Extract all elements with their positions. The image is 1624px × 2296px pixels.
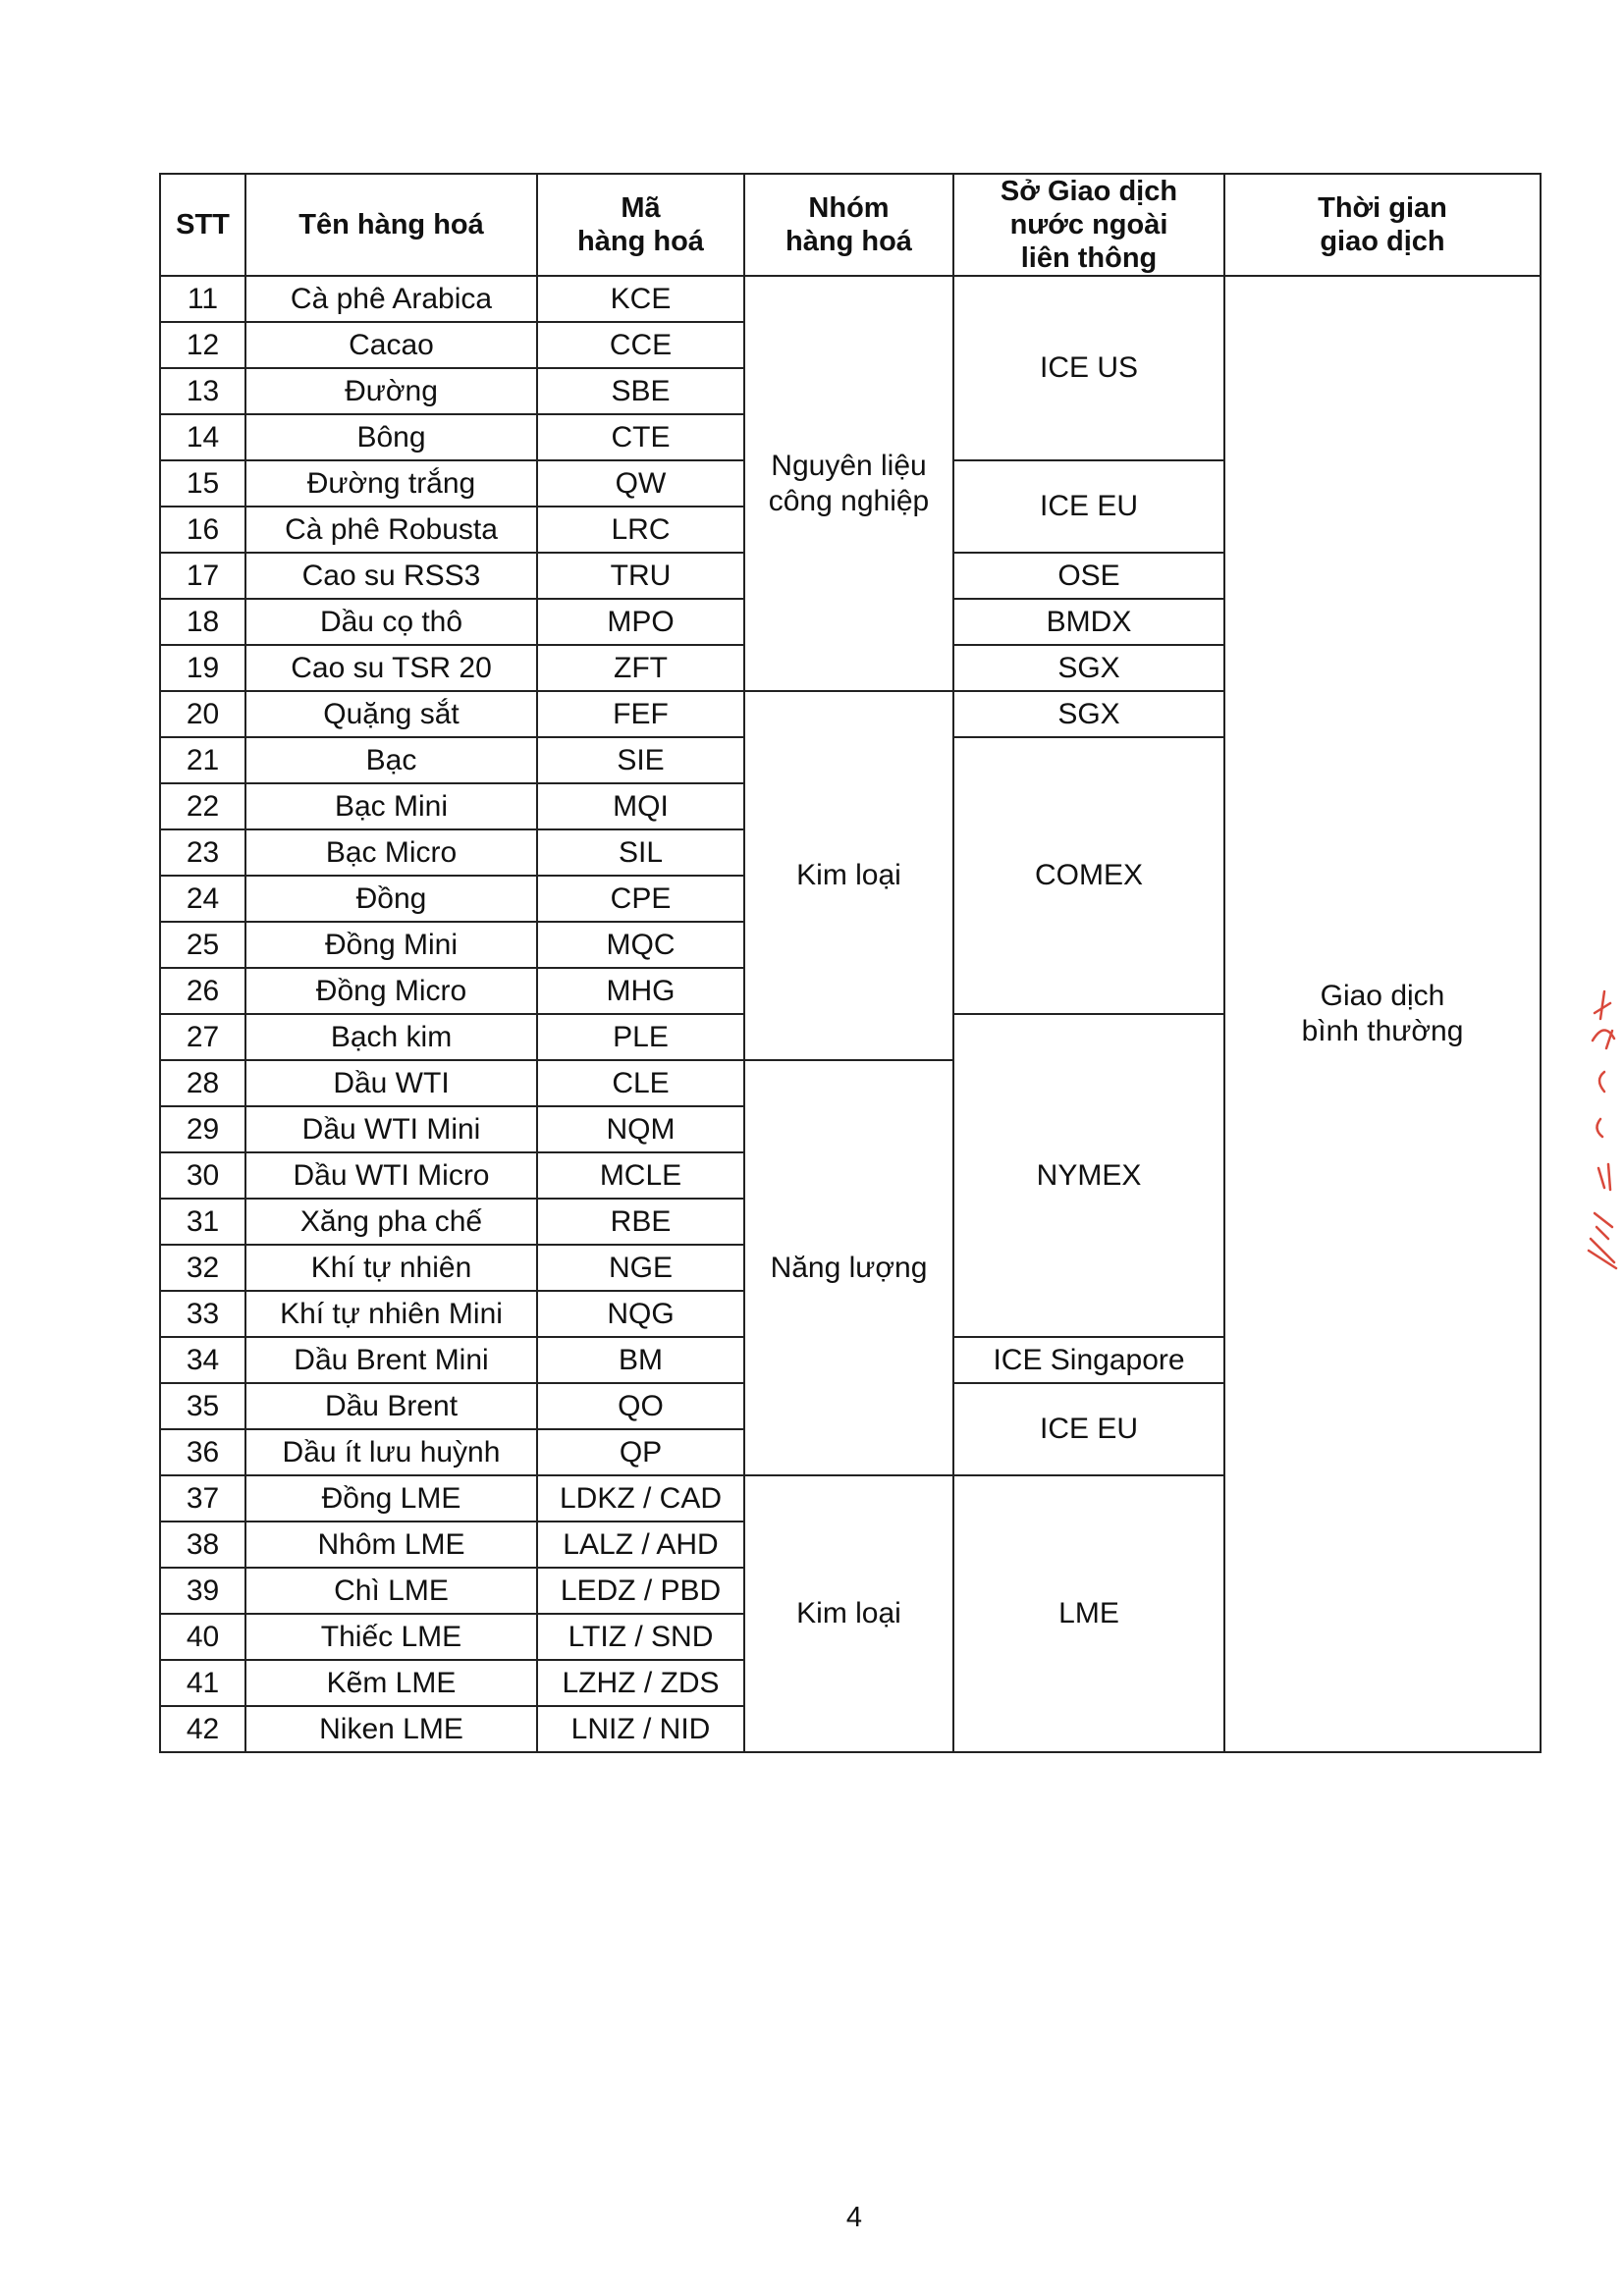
- cell-stt: 24: [160, 876, 245, 922]
- cell-name: Cacao: [245, 322, 537, 368]
- header-group: [744, 174, 953, 276]
- table-row: [160, 276, 1541, 322]
- cell-stt: 27: [160, 1014, 245, 1060]
- cell-trading-time: [1224, 276, 1541, 1752]
- cell-stt: 38: [160, 1522, 245, 1568]
- header-time-line2: giao dịch: [1320, 226, 1445, 257]
- cell-name: Bông: [245, 414, 537, 460]
- cell-stt: 18: [160, 599, 245, 645]
- cell-name: Cà phê Arabica: [245, 276, 537, 322]
- cell-exchange: SGX: [953, 645, 1224, 691]
- cell-stt: 20: [160, 691, 245, 737]
- group-line2: công nghiệp: [768, 484, 930, 517]
- cell-code: QP: [537, 1429, 744, 1475]
- cell-code: MPO: [537, 599, 744, 645]
- cell-name: Đồng LME: [245, 1475, 537, 1522]
- header-stt: STT: [160, 174, 245, 276]
- cell-stt: 32: [160, 1245, 245, 1291]
- cell-code: CTE: [537, 414, 744, 460]
- cell-stt: 36: [160, 1429, 245, 1475]
- cell-stt: 19: [160, 645, 245, 691]
- cell-stt: 16: [160, 507, 245, 553]
- cell-name: Bạc: [245, 737, 537, 783]
- cell-code: LEDZ / PBD: [537, 1568, 744, 1614]
- cell-name: Khí tự nhiên Mini: [245, 1291, 537, 1337]
- cell-exchange: SGX: [953, 691, 1224, 737]
- cell-code: FEF: [537, 691, 744, 737]
- cell-name: Đồng Mini: [245, 922, 537, 968]
- cell-stt: 29: [160, 1106, 245, 1152]
- cell-stt: 40: [160, 1614, 245, 1660]
- header-time-line1: Thời gian: [1318, 192, 1447, 224]
- cell-stt: 15: [160, 460, 245, 507]
- cell-stt: 17: [160, 553, 245, 599]
- cell-name: Đồng: [245, 876, 537, 922]
- cell-code: CCE: [537, 322, 744, 368]
- cell-group: Kim loại: [744, 1475, 953, 1752]
- cell-name: Thiếc LME: [245, 1614, 537, 1660]
- cell-stt: 26: [160, 968, 245, 1014]
- cell-stt: 12: [160, 322, 245, 368]
- cell-name: Dầu WTI Mini: [245, 1106, 537, 1152]
- cell-code: NQM: [537, 1106, 744, 1152]
- stamp-edge-mark: [1565, 982, 1620, 1276]
- table-header-row: [160, 174, 1541, 276]
- cell-stt: 35: [160, 1383, 245, 1429]
- header-exchange-line3: liên thông: [1020, 242, 1158, 274]
- header-code-line2: hàng hoá: [577, 226, 704, 257]
- cell-code: KCE: [537, 276, 744, 322]
- cell-code: CLE: [537, 1060, 744, 1106]
- cell-code: LZHZ / ZDS: [537, 1660, 744, 1706]
- cell-stt: 33: [160, 1291, 245, 1337]
- cell-stt: 39: [160, 1568, 245, 1614]
- cell-group: Kim loại: [744, 691, 953, 1060]
- cell-code: CPE: [537, 876, 744, 922]
- cell-stt: 28: [160, 1060, 245, 1106]
- cell-name: Kẽm LME: [245, 1660, 537, 1706]
- cell-name: Quặng sắt: [245, 691, 537, 737]
- cell-code: SIE: [537, 737, 744, 783]
- cell-name: Dầu Brent Mini: [245, 1337, 537, 1383]
- cell-code: LNIZ / NID: [537, 1706, 744, 1752]
- cell-name: Dầu cọ thô: [245, 599, 537, 645]
- cell-stt: 22: [160, 783, 245, 829]
- cell-code: QO: [537, 1383, 744, 1429]
- cell-code: NGE: [537, 1245, 744, 1291]
- cell-code: TRU: [537, 553, 744, 599]
- cell-stt: 11: [160, 276, 245, 322]
- cell-name: Bạch kim: [245, 1014, 537, 1060]
- cell-name: Đường trắng: [245, 460, 537, 507]
- cell-code: BM: [537, 1337, 744, 1383]
- header-exchange: [953, 174, 1224, 276]
- cell-stt: 23: [160, 829, 245, 876]
- cell-name: Dầu ít lưu huỳnh: [245, 1429, 537, 1475]
- cell-exchange: BMDX: [953, 599, 1224, 645]
- cell-stt: 37: [160, 1475, 245, 1522]
- cell-code: QW: [537, 460, 744, 507]
- cell-name: Cao su RSS3: [245, 553, 537, 599]
- header-exchange-line1: Sở Giao dịch: [1000, 176, 1178, 207]
- cell-stt: 21: [160, 737, 245, 783]
- cell-stt: 13: [160, 368, 245, 414]
- cell-exchange: ICE EU: [953, 460, 1224, 553]
- cell-name: Bạc Mini: [245, 783, 537, 829]
- cell-code: RBE: [537, 1199, 744, 1245]
- cell-code: MHG: [537, 968, 744, 1014]
- cell-code: MCLE: [537, 1152, 744, 1199]
- group-line1: Nguyên liệu: [771, 449, 927, 482]
- cell-stt: 34: [160, 1337, 245, 1383]
- cell-stt: 25: [160, 922, 245, 968]
- cell-code: MQC: [537, 922, 744, 968]
- header-name: Tên hàng hoá: [245, 174, 537, 276]
- cell-name: Chì LME: [245, 1568, 537, 1614]
- cell-group: Năng lượng: [744, 1060, 953, 1475]
- cell-code: PLE: [537, 1014, 744, 1060]
- commodities-table: [159, 173, 1542, 1753]
- cell-code: SIL: [537, 829, 744, 876]
- cell-code: MQI: [537, 783, 744, 829]
- cell-name: Đồng Micro: [245, 968, 537, 1014]
- cell-exchange: ICE EU: [953, 1383, 1224, 1475]
- cell-name: Dầu WTI: [245, 1060, 537, 1106]
- cell-group: [744, 276, 953, 691]
- cell-stt: 31: [160, 1199, 245, 1245]
- cell-name: Cao su TSR 20: [245, 645, 537, 691]
- header-code: [537, 174, 744, 276]
- cell-stt: 42: [160, 1706, 245, 1752]
- cell-stt: 30: [160, 1152, 245, 1199]
- header-trading-time: [1224, 174, 1541, 276]
- cell-code: LTIZ / SND: [537, 1614, 744, 1660]
- cell-code: SBE: [537, 368, 744, 414]
- trading-time-line1: Giao dịch: [1320, 980, 1445, 1012]
- cell-exchange: LME: [953, 1475, 1224, 1752]
- cell-name: Khí tự nhiên: [245, 1245, 537, 1291]
- cell-name: Cà phê Robusta: [245, 507, 537, 553]
- cell-exchange: ICE US: [953, 276, 1224, 460]
- cell-name: Nhôm LME: [245, 1522, 537, 1568]
- cell-exchange: NYMEX: [953, 1014, 1224, 1337]
- cell-exchange: OSE: [953, 553, 1224, 599]
- cell-stt: 14: [160, 414, 245, 460]
- header-group-line2: hàng hoá: [785, 226, 912, 257]
- header-code-line1: Mã: [621, 192, 661, 224]
- trading-time-line2: bình thường: [1301, 1015, 1464, 1047]
- cell-name: Dầu WTI Micro: [245, 1152, 537, 1199]
- cell-name: Dầu Brent: [245, 1383, 537, 1429]
- cell-exchange: COMEX: [953, 737, 1224, 1014]
- header-group-line1: Nhóm: [808, 192, 890, 224]
- header-exchange-line2: nước ngoài: [1009, 209, 1168, 240]
- cell-name: Niken LME: [245, 1706, 537, 1752]
- cell-exchange: ICE Singapore: [953, 1337, 1224, 1383]
- cell-code: LDKZ / CAD: [537, 1475, 744, 1522]
- cell-stt: 41: [160, 1660, 245, 1706]
- cell-code: LALZ / AHD: [537, 1522, 744, 1568]
- cell-code: LRC: [537, 507, 744, 553]
- page-number: 4: [845, 2202, 863, 2233]
- cell-name: Xăng pha chế: [245, 1199, 537, 1245]
- cell-code: ZFT: [537, 645, 744, 691]
- cell-code: NQG: [537, 1291, 744, 1337]
- cell-name: Đường: [245, 368, 537, 414]
- cell-name: Bạc Micro: [245, 829, 537, 876]
